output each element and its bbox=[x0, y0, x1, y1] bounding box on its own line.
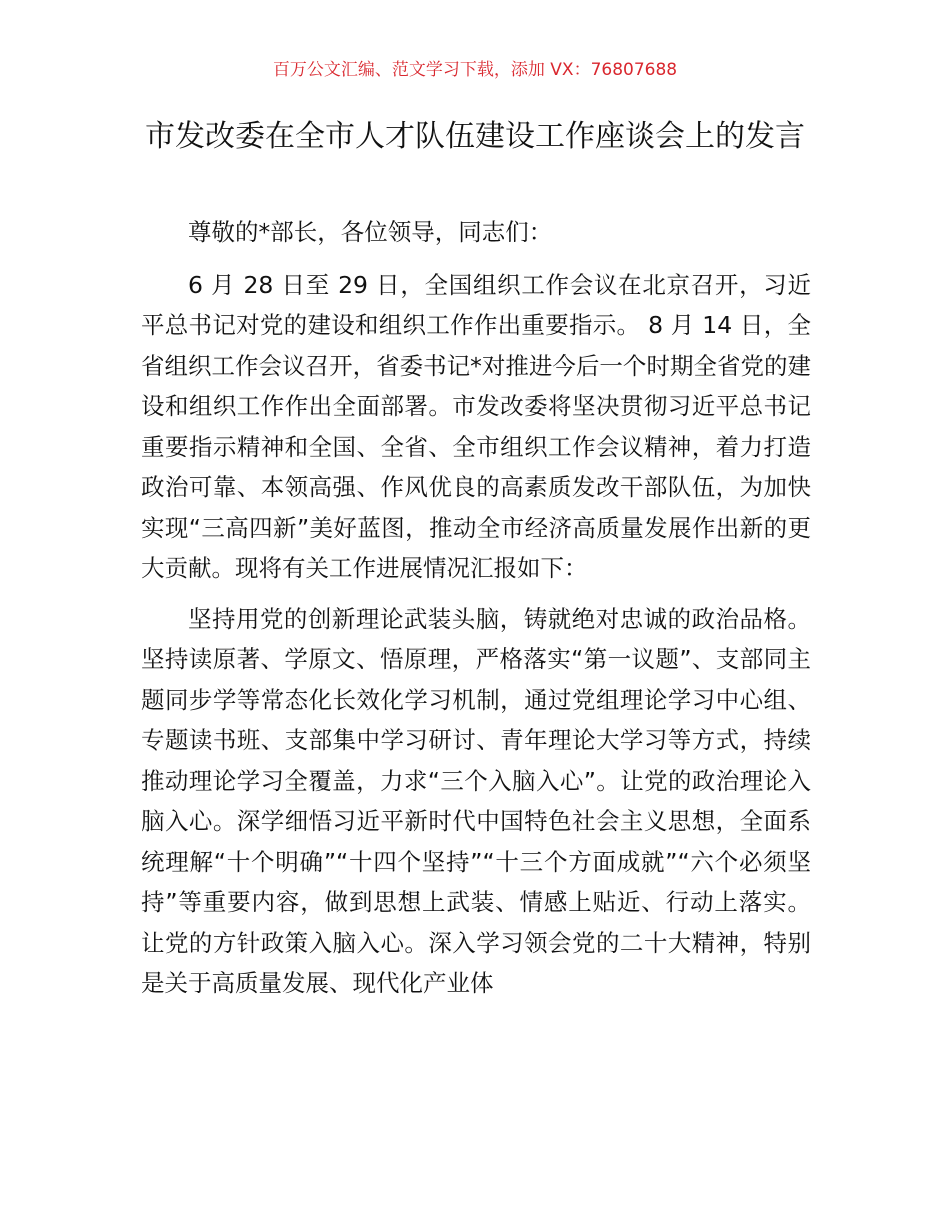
paragraph-1: 6 月 28 日至 29 日，全国组织工作会议在北京召开，习近平总书记对党的建设和组织工作作出重要指示。 8 月 14 日，全省组织工作会议召开，省委书记*对推进今后一个时期全省党的建设和组织工作作出全面部署。市发改委将坚决贯彻习近平总书记重要指示精神和全国、全省、全市组织工作会议精神，着力打造政治可靠、本领高强、作风优良的高素质发改干部队伍，为加快实现“三高四新”美好蓝图，推动全市经济高质量发展作出新的更大贡献。现将有关工作进展情况汇报如下： bbox=[141, 270, 811, 582]
document-title: 市发改委在全市人才队伍建设工作座谈会上的发言 bbox=[145, 119, 805, 154]
document-body bbox=[141, 212, 811, 1014]
salutation: 尊敬的*部长，各位领导，同志们： bbox=[188, 218, 553, 246]
watermark-text: 百万公文汇编、范文学习下载，添加 VX：76807688 bbox=[272, 60, 678, 80]
paragraph-2: 坚持用党的创新理论武装头脑，铸就绝对忠诚的政治品格。坚持读原著、学原文、悟原理，严格落实“第一议题”、支部同主题同步学等常态化长效化学习机制，通过党组理论学习中心组、专题读书班、支部集中学习研讨、青年理论大学习等方式，持续推动理论学习全覆盖，力求“三个入脑入心”。让党的政治理论入脑入心。深学细悟习近平新时代中国特色社会主义思想，全面系统理解“十个明确”“十四个坚持”“十三个方面成就”“六个必须坚持”等重要内容，做到思想上武装、情感上贴近、行动上落实。让党的方针政策入脑入心。深入学习领会党的二十大精神，特别是关于高质量发展、现代化产业体 bbox=[141, 604, 811, 997]
